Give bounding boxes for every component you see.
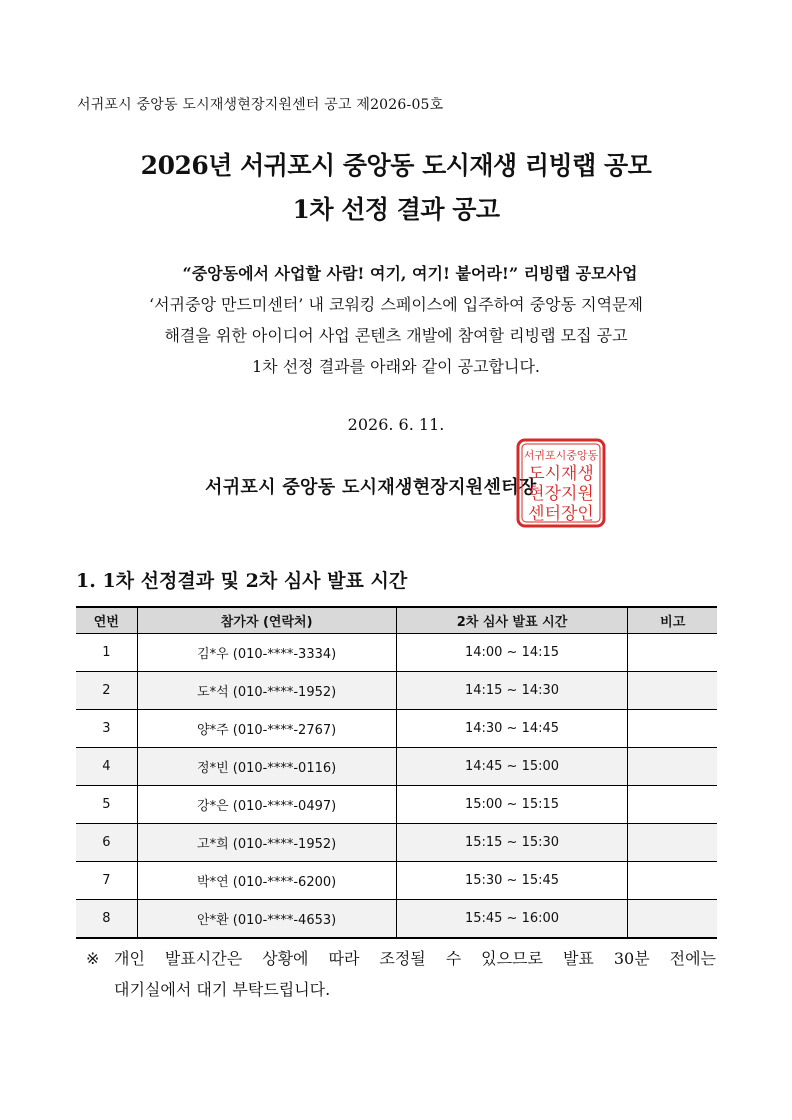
intro-line-1: “중앙동에서 사업할 사람! 여기, 여기! 붙어라!” 리빙랩 공모사업 [182,264,638,283]
cell-no: 5 [76,786,137,824]
footnote-line-2: 대기실에서 대기 부탁드립니다. [114,980,331,999]
seal-line-3: 현장지원 [528,484,594,504]
section-heading: 1. 1차 선정결과 및 2차 심사 발표 시간 [76,570,408,592]
table-header-row [76,607,717,634]
cell-participant: 도*석 (010-****-1952) [137,672,396,710]
header-time: 2차 심사 발표 시간 [396,607,628,634]
cell-participant: 김*우 (010-****-3334) [137,634,396,672]
seal-line-2: 도시재생 [528,464,594,484]
cell-time: 14:00 ~ 14:15 [396,634,628,672]
footnote-line-1: 개인 발표시간은 상황에 따라 조정될 수 있으므로 발표 30분 전에는 [114,949,716,968]
cell-participant: 고*희 (010-****-1952) [137,824,396,862]
announcement-date: 2026. 6. 11. [347,415,445,434]
cell-note [628,748,717,786]
cell-time: 14:15 ~ 14:30 [396,672,628,710]
intro-paragraph [0,258,792,382]
page-title: 2026년 서귀포시 중앙동 도시재생 리빙랩 공모 [140,151,652,180]
cell-participant: 강*은 (010-****-0497) [137,786,396,824]
cell-time: 15:30 ~ 15:45 [396,862,628,900]
cell-time: 14:30 ~ 14:45 [396,710,628,748]
table-row [76,786,717,824]
cell-time: 15:00 ~ 15:15 [396,786,628,824]
cell-time: 14:45 ~ 15:00 [396,748,628,786]
header-note: 비고 [628,607,717,634]
table-row [76,634,717,672]
table-row [76,862,717,900]
results-table [76,606,717,939]
intro-line-2: ‘서귀중앙 만드미센터’ 내 코워킹 스페이스에 입주하여 중앙동 지역문제 [149,295,643,314]
cell-no: 6 [76,824,137,862]
table-row [76,900,717,939]
intro-line-4: 1차 선정 결과를 아래와 같이 공고합니다. [252,357,540,376]
page-subtitle: 1차 선정 결과 공고 [292,195,500,224]
table-row [76,710,717,748]
seal-line-1: 서귀포시중앙동 [523,449,599,462]
cell-participant: 양*주 (010-****-2767) [137,710,396,748]
cell-no: 2 [76,672,137,710]
header-no: 연번 [76,607,137,634]
cell-participant: 박*연 (010-****-6200) [137,862,396,900]
intro-line-3: 해결을 위한 아이디어 사업 콘텐츠 개발에 참여할 리빙랩 모집 공고 [164,326,628,345]
footnote [86,943,716,1005]
cell-note [628,786,717,824]
cell-no: 3 [76,710,137,748]
cell-participant: 안*환 (010-****-4653) [137,900,396,939]
header-participant: 참가자 (연락처) [137,607,396,634]
table-row [76,672,717,710]
reference-mark-icon: ※ [86,949,100,968]
cell-no: 4 [76,748,137,786]
seal-line-4: 센터장인 [528,504,594,524]
cell-time: 15:45 ~ 16:00 [396,900,628,939]
cell-time: 15:15 ~ 15:30 [396,824,628,862]
cell-note [628,710,717,748]
table-row [76,824,717,862]
table-row [76,748,717,786]
cell-note [628,672,717,710]
cell-note [628,900,717,939]
cell-note [628,824,717,862]
cell-no: 7 [76,862,137,900]
cell-note [628,634,717,672]
cell-participant: 정*빈 (010-****-0116) [137,748,396,786]
notice-number: 서귀포시 중앙동 도시재생현장지원센터 공고 제2026-05호 [77,97,444,113]
issuer-name: 서귀포시 중앙동 도시재생현장지원센터장 [205,477,537,498]
cell-no: 8 [76,900,137,939]
official-seal [515,437,607,529]
cell-note [628,862,717,900]
cell-no: 1 [76,634,137,672]
